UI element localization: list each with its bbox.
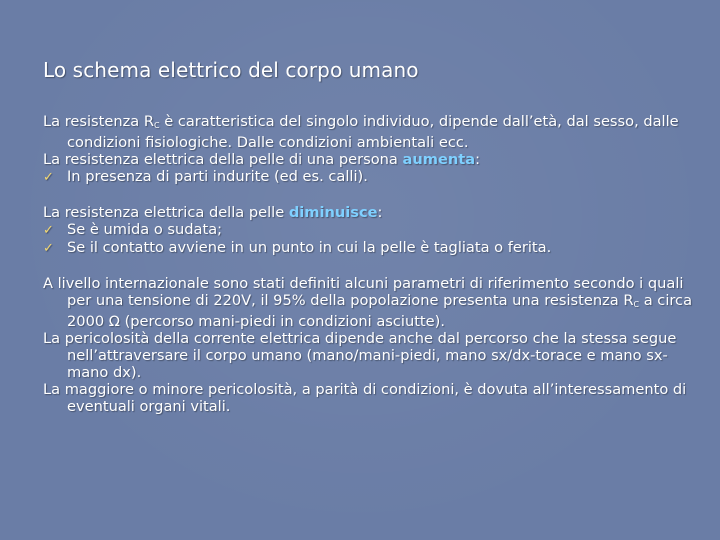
paragraph-current-path: La pericolosità della corrente elettrica dipende anche dal percorso che la stessa segue nell’attraversare il corpo umano (mano/mani-piedi, mano sx/dx-torace e mano sx-mano dx). [43,330,677,381]
subscript: C [633,300,640,309]
spacer [43,257,693,275]
text-segment: è caratteristica del singolo individuo, dipende dall’età, dal sesso, dalle condizioni fisiologiche. Dalle condizioni ambientali ecc. [67,113,679,151]
text-segment: A livello internazionale sono stati definiti alcuni parametri di riferimento secondo i quali per una tensione di 220V, il 95% della popolazione presenta una resistenza R [43,275,684,309]
paragraph-resistance-individual [43,113,693,151]
paragraph-skin-increase [43,151,693,168]
text-segment: La resistenza elettrica della pelle [43,204,289,221]
text-segment: La resistenza elettrica della pelle di una persona [43,151,403,168]
slide-content [43,113,693,415]
spacer [43,186,693,204]
check-item-umida [43,221,693,239]
text-segment: La resistenza R [43,113,154,130]
text-segment: : [475,151,480,168]
check-item-text: Se il contatto avviene in un punto in cui la pelle è tagliata o ferita. [67,239,552,256]
check-icon: ✓ [43,241,54,256]
highlight-aumenta: aumenta [402,151,476,168]
paragraph-skin-decrease [43,204,693,221]
subscript: C [153,121,160,130]
check-item-text: In presenza di parti indurite (ed es. calli). [67,168,368,185]
check-item-text: Se è umida o sudata; [67,221,223,238]
check-item-calli [43,168,693,186]
paragraph-international-parameters [43,275,693,330]
check-icon: ✓ [43,170,54,185]
highlight-diminuisce: diminuisce [288,204,378,221]
check-item-ferita [43,239,693,257]
slide-title: Lo schema elettrico del corpo umano [43,58,419,82]
text-segment: : [377,204,383,221]
check-icon: ✓ [43,223,54,238]
text-segment: a circa 2000 Ω (percorso mani-piedi in condizioni asciutte). [67,292,693,330]
paragraph-vital-organs: La maggiore o minore pericolosità, a parità di condizioni, è dovuta all’interessamento di eventuali organi vitali. [43,381,687,415]
